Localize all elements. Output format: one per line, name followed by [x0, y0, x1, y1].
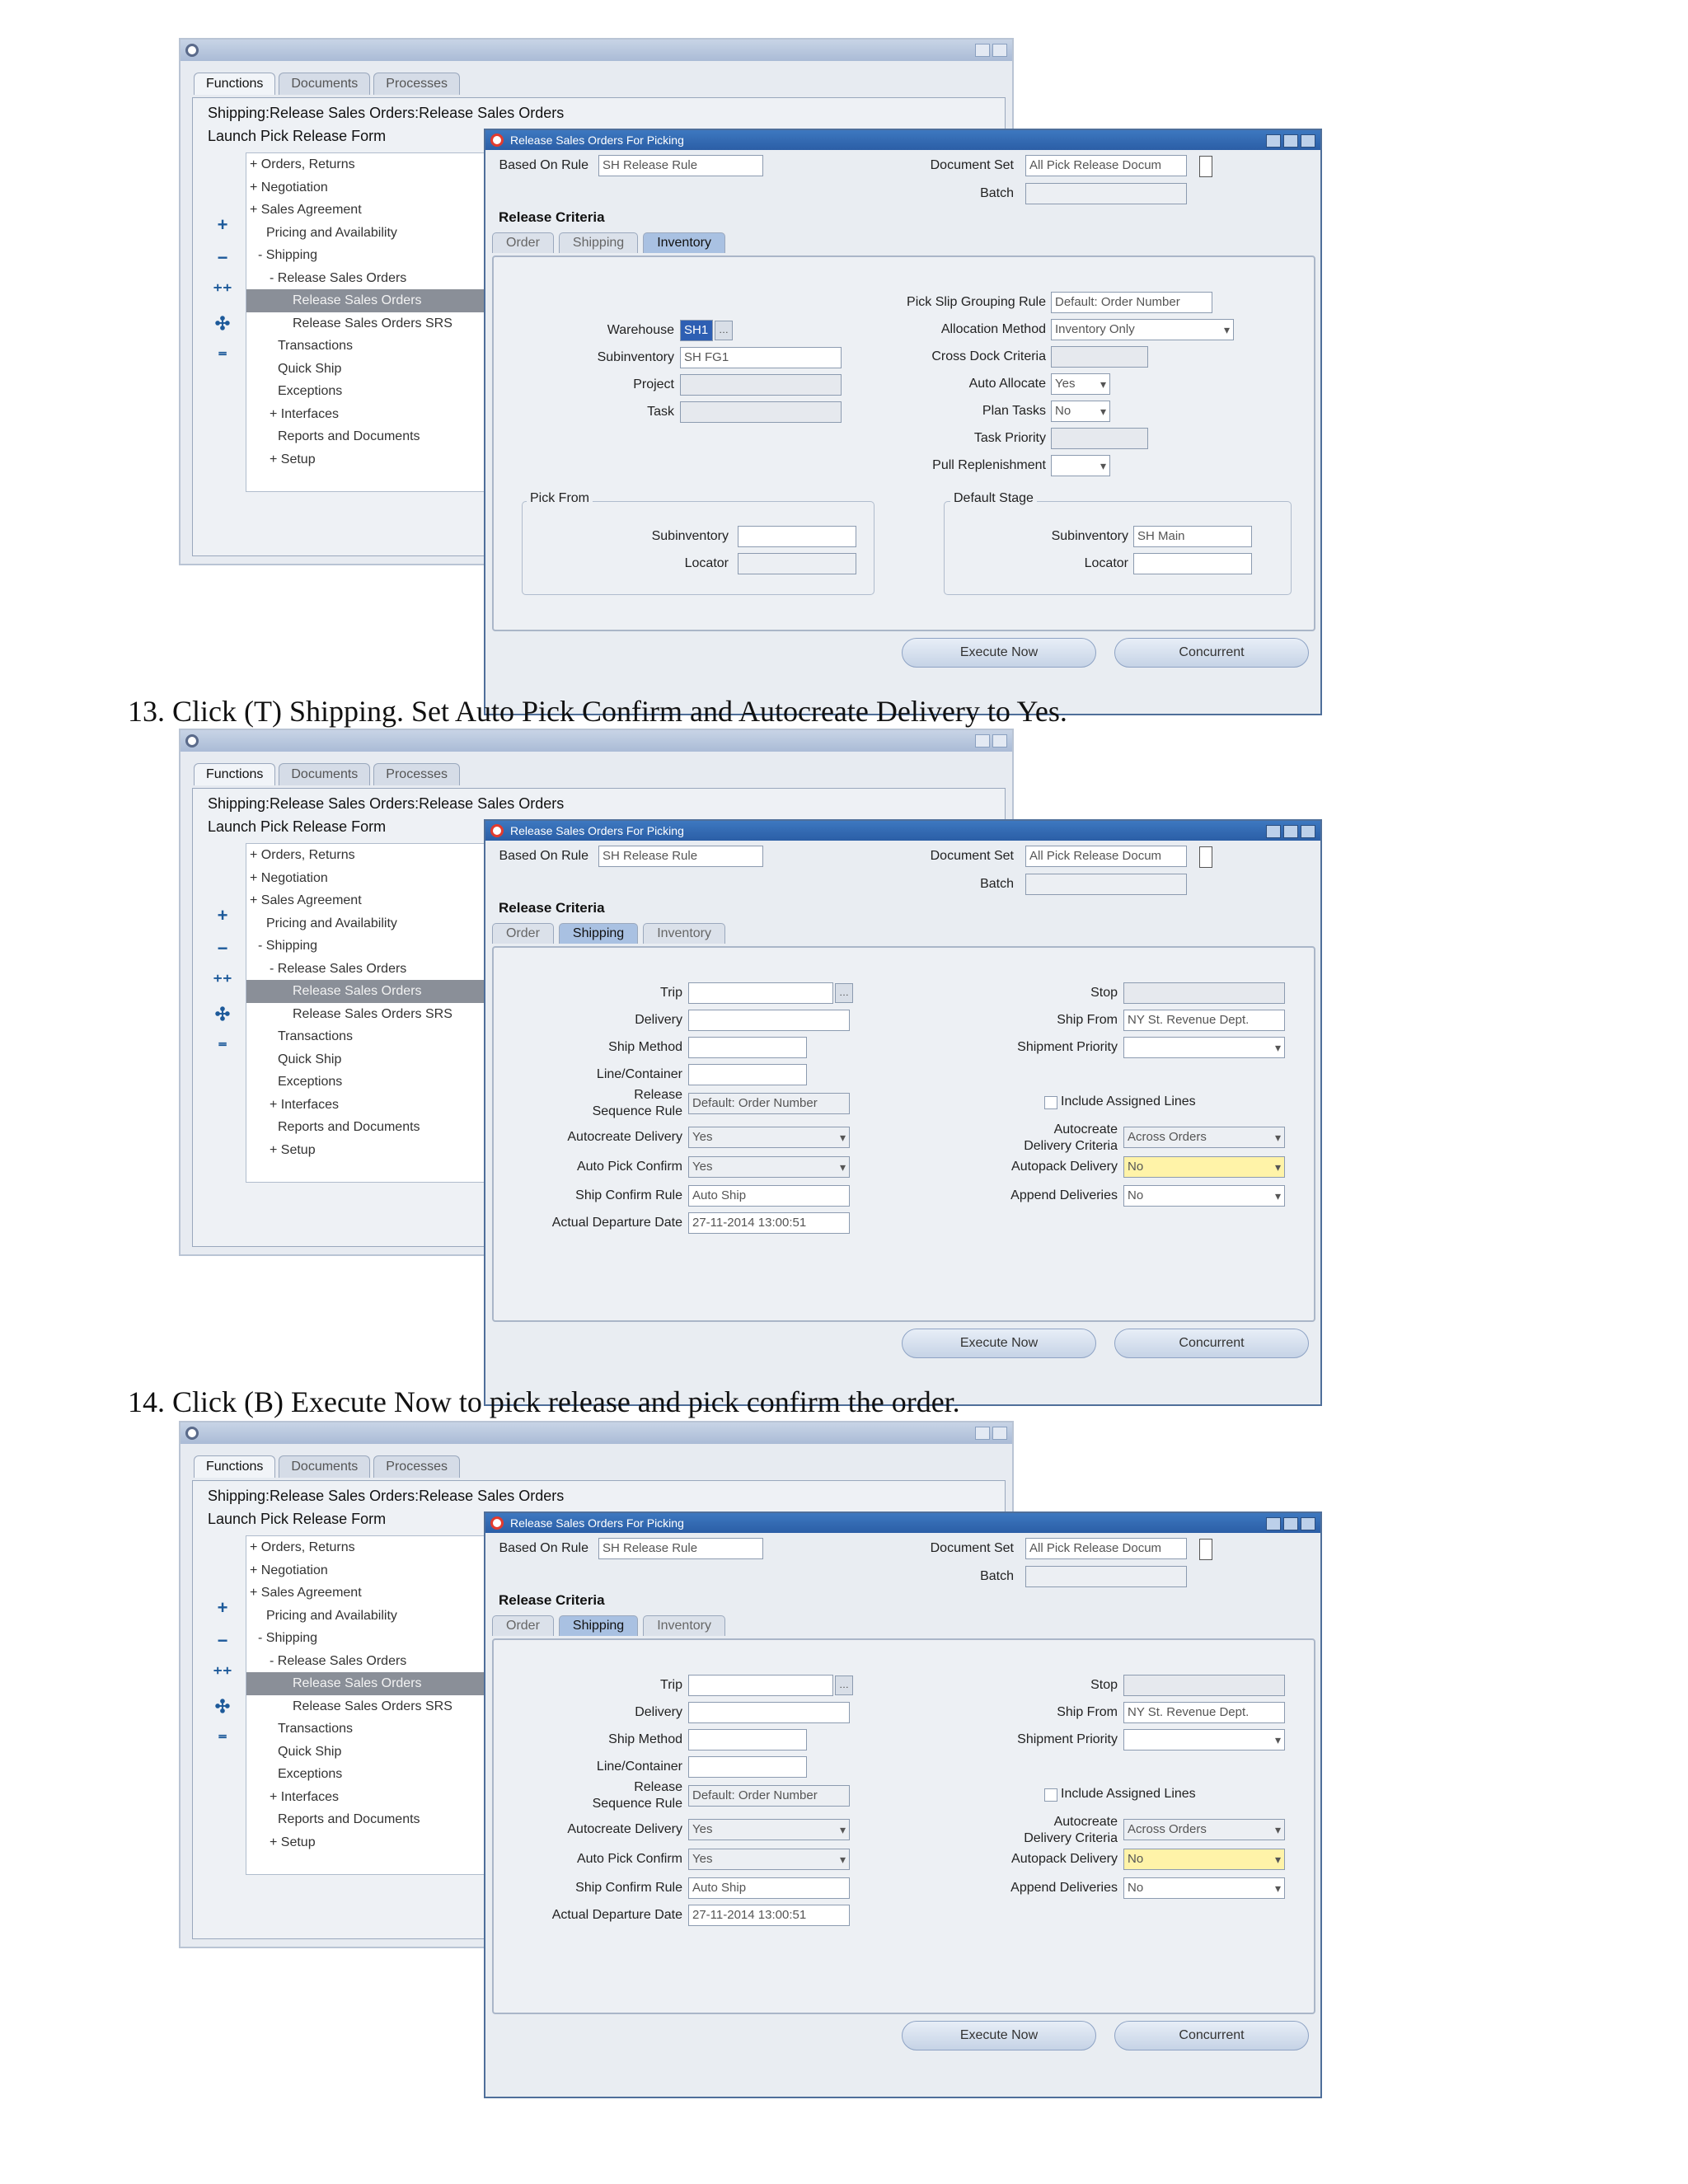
tree-item[interactable]: Transactions: [278, 1722, 353, 1736]
release-criteria-header: Release Criteria: [499, 900, 605, 916]
tab-shipping[interactable]: Shipping: [559, 232, 638, 253]
stop-field[interactable]: [1123, 982, 1285, 1004]
batch-label: Batch: [980, 877, 1014, 891]
concurrent-button[interactable]: Concurrent: [1114, 638, 1309, 668]
tree-item[interactable]: Quick Ship: [278, 1744, 342, 1759]
shipping-panel: [492, 1638, 1315, 2014]
inventory-panel: [492, 255, 1315, 631]
ship-method-field[interactable]: [688, 1729, 807, 1750]
ship-confirm-rule-label: Ship Confirm Rule: [575, 1881, 682, 1895]
task-field[interactable]: [680, 401, 842, 423]
breadcrumb: Shipping:Release Sales Orders:Release Sales Orders: [208, 1488, 565, 1504]
minimize-icon[interactable]: [975, 1427, 990, 1440]
tab-documents[interactable]: Documents: [279, 73, 370, 95]
tree-item[interactable]: + Negotiation: [250, 1563, 328, 1577]
shipment-priority-label: Shipment Priority: [1017, 1040, 1118, 1054]
execute-now-button[interactable]: Execute Now: [902, 2021, 1096, 2050]
pull-replenishment-select[interactable]: [1051, 455, 1110, 476]
oracle-logo-icon: [185, 44, 199, 57]
document-set-field[interactable]: All Pick Release Docum: [1025, 1538, 1187, 1559]
tab-processes[interactable]: Processes: [373, 1455, 460, 1478]
tab-functions[interactable]: Functions: [194, 763, 275, 785]
batch-field[interactable]: [1025, 874, 1187, 895]
breadcrumb: Shipping:Release Sales Orders:Release Sales Orders: [208, 795, 565, 812]
tree-item[interactable]: Transactions: [278, 1029, 353, 1043]
pick-from-subinventory-label: Subinventory: [651, 529, 729, 543]
launch-label: Launch Pick Release Form: [208, 128, 387, 144]
maximize-icon[interactable]: [1283, 134, 1298, 148]
tree-item[interactable]: + Orders, Returns: [250, 157, 355, 171]
trip-field[interactable]: [688, 982, 833, 1004]
tree-item[interactable]: + Setup: [270, 452, 316, 466]
autopack-delivery-select[interactable]: No ▾: [1123, 1849, 1285, 1870]
shipment-priority-select[interactable]: [1123, 1037, 1285, 1058]
pick-from-group: [522, 501, 874, 595]
tree-item[interactable]: + Orders, Returns: [250, 848, 355, 862]
append-deliveries-label: Append Deliveries: [1010, 1188, 1118, 1202]
autocreate-criteria-label-1: Autocreate: [1053, 1122, 1118, 1137]
close-icon[interactable]: [992, 734, 1007, 748]
tree-item[interactable]: Quick Ship: [278, 361, 342, 376]
default-stage-subinventory-field[interactable]: SH Main: [1133, 526, 1252, 547]
auto-pick-confirm-select[interactable]: Yes ▾: [688, 1156, 850, 1178]
append-deliveries-select[interactable]: No ▾: [1123, 1877, 1285, 1899]
tree-item[interactable]: - Shipping: [258, 248, 318, 262]
default-stage-locator-field[interactable]: [1133, 553, 1252, 574]
tree-item[interactable]: + Sales Agreement: [250, 203, 362, 217]
stop-field[interactable]: [1123, 1675, 1285, 1696]
trip-label: Trip: [660, 986, 682, 1000]
autocreate-criteria-select[interactable]: Across Orders ▾: [1123, 1819, 1285, 1840]
oracle-logo-icon: [185, 734, 199, 748]
autocreate-delivery-label: Autocreate Delivery: [567, 1130, 682, 1144]
collapse-all-icon[interactable]: ⁼: [218, 346, 227, 367]
document-set-label: Document Set: [930, 158, 1014, 172]
autocreate-delivery-select[interactable]: Yes ▾: [688, 1819, 850, 1840]
tab-documents[interactable]: Documents: [279, 763, 370, 785]
append-deliveries-select[interactable]: No ▾: [1123, 1185, 1285, 1207]
tree-item[interactable]: + Sales Agreement: [250, 1586, 362, 1600]
close-icon[interactable]: [1301, 134, 1315, 148]
batch-field[interactable]: [1025, 183, 1187, 204]
descriptive-flex-field[interactable]: [1199, 846, 1212, 868]
include-assigned-lines-label: Include Assigned Lines: [1061, 1787, 1196, 1801]
subinventory-field[interactable]: SH FG1: [680, 347, 842, 368]
oracle-logo-icon: [490, 824, 504, 837]
cross-dock-field[interactable]: [1051, 346, 1148, 368]
auto-pick-confirm-label: Auto Pick Confirm: [576, 1160, 682, 1174]
tree-item[interactable]: - Release Sales Orders: [270, 1653, 407, 1668]
line-container-label: Line/Container: [596, 1760, 682, 1774]
tree-item-selected[interactable]: Release Sales Orders: [246, 289, 494, 312]
execute-now-button[interactable]: Execute Now: [902, 1329, 1096, 1358]
document-set-field[interactable]: All Pick Release Docum: [1025, 846, 1187, 867]
default-stage-subinventory-label: Subinventory: [1051, 529, 1128, 543]
close-icon[interactable]: [1301, 825, 1315, 838]
tree-item[interactable]: + Interfaces: [270, 1097, 340, 1112]
tab-inventory[interactable]: Inventory: [643, 232, 725, 253]
ship-method-label: Ship Method: [608, 1040, 682, 1054]
tree-item[interactable]: Transactions: [278, 339, 353, 353]
lov-icon[interactable]: …: [715, 321, 733, 340]
actual-departure-field[interactable]: 27-11-2014 13:00:51: [688, 1905, 850, 1926]
release-criteria-header: Release Criteria: [499, 209, 605, 225]
minimize-icon[interactable]: [975, 734, 990, 748]
autocreate-delivery-label: Autocreate Delivery: [567, 1822, 682, 1836]
minimize-icon[interactable]: [1266, 134, 1281, 148]
tab-functions[interactable]: Functions: [194, 1455, 275, 1478]
trip-label: Trip: [660, 1678, 682, 1692]
shipment-priority-label: Shipment Priority: [1017, 1732, 1118, 1746]
ship-method-label: Ship Method: [608, 1732, 682, 1746]
release-window: [484, 1511, 1322, 2098]
ship-method-field[interactable]: [688, 1037, 807, 1058]
autocreate-criteria-select[interactable]: Across Orders ▾: [1123, 1127, 1285, 1148]
plan-tasks-label: Plan Tasks: [982, 404, 1046, 418]
tree-item[interactable]: Exceptions: [278, 1075, 343, 1089]
line-container-field[interactable]: [688, 1064, 807, 1085]
tree-item[interactable]: + Interfaces: [270, 406, 340, 421]
include-assigned-lines-checkbox[interactable]: [1044, 1788, 1057, 1802]
tree-item[interactable]: Release Sales Orders SRS: [293, 1006, 452, 1021]
shipping-panel: [492, 946, 1315, 1322]
tab-inventory[interactable]: Inventory: [643, 923, 725, 944]
release-sequence-label-1: Release: [634, 1780, 682, 1794]
trip-field[interactable]: [688, 1675, 833, 1696]
auto-pick-confirm-select[interactable]: Yes ▾: [688, 1849, 850, 1870]
expand-all-icon[interactable]: ⁺⁺: [213, 1663, 232, 1684]
warehouse-field[interactable]: SH1: [680, 320, 713, 341]
expand-branch-icon[interactable]: ✣: [214, 1696, 231, 1717]
function-tree: [246, 843, 495, 1183]
allocation-method-label: Allocation Method: [940, 322, 1046, 336]
release-window: [484, 819, 1322, 1406]
function-tree: [246, 1535, 495, 1875]
expand-branch-icon[interactable]: ✣: [214, 1004, 231, 1024]
include-assigned-lines-checkbox[interactable]: [1044, 1096, 1057, 1109]
lov-icon[interactable]: …: [835, 983, 853, 1003]
pick-from-locator-field[interactable]: [738, 553, 856, 574]
subinventory-label: Subinventory: [597, 350, 674, 364]
ship-confirm-rule-field[interactable]: Auto Ship: [688, 1185, 850, 1207]
stop-label: Stop: [1090, 986, 1118, 1000]
cross-dock-label: Cross Dock Criteria: [931, 349, 1046, 363]
based-on-rule-label: Based On Rule: [499, 849, 588, 863]
tree-item-selected[interactable]: Release Sales Orders: [246, 980, 494, 1003]
expand-icon[interactable]: +: [217, 1597, 228, 1618]
tree-item[interactable]: + Setup: [270, 1142, 316, 1157]
release-title-bar: [485, 130, 1320, 150]
tree-item[interactable]: + Negotiation: [250, 870, 328, 885]
tree-item[interactable]: Pricing and Availability: [266, 225, 397, 240]
pick-from-locator-label: Locator: [684, 556, 729, 570]
autopack-delivery-label: Autopack Delivery: [1011, 1160, 1118, 1174]
based-on-rule-field[interactable]: SH Release Rule: [598, 155, 763, 176]
default-stage-group: [944, 501, 1292, 595]
autocreate-criteria-label-1: Autocreate: [1053, 1815, 1118, 1829]
screenshot-execute-now: [179, 1421, 1322, 2098]
line-container-field[interactable]: [688, 1756, 807, 1778]
document-set-label: Document Set: [930, 1541, 1014, 1555]
close-icon[interactable]: [992, 1427, 1007, 1440]
navigator-title-bar: [181, 1422, 1012, 1444]
screenshot-shipping-tab: [179, 729, 1322, 1406]
tree-item[interactable]: + Setup: [270, 1835, 316, 1849]
collapse-icon[interactable]: −: [217, 247, 228, 268]
ship-from-label: Ship From: [1057, 1705, 1118, 1719]
task-priority-field[interactable]: [1051, 428, 1148, 449]
step-13-instruction: 13. Click (T) Shipping. Set Auto Pick Confirm and Autocreate Delivery to Yes.: [128, 695, 1067, 728]
collapse-icon[interactable]: −: [217, 938, 228, 958]
oracle-logo-icon: [185, 1427, 199, 1440]
document-set-field[interactable]: All Pick Release Docum: [1025, 155, 1187, 176]
tab-order[interactable]: Order: [492, 1615, 554, 1636]
ship-from-field[interactable]: NY St. Revenue Dept.: [1123, 1702, 1285, 1723]
shipment-priority-select[interactable]: [1123, 1729, 1285, 1750]
release-window-title: Release Sales Orders For Picking: [510, 1516, 684, 1530]
actual-departure-field[interactable]: 27-11-2014 13:00:51: [688, 1212, 850, 1234]
tree-item[interactable]: + Orders, Returns: [250, 1540, 355, 1554]
release-criteria-header: Release Criteria: [499, 1592, 605, 1608]
delivery-label: Delivery: [635, 1705, 682, 1719]
descriptive-flex-field[interactable]: [1199, 156, 1212, 177]
tree-item-selected[interactable]: Release Sales Orders: [246, 1672, 494, 1695]
batch-label: Batch: [980, 1569, 1014, 1583]
append-deliveries-label: Append Deliveries: [1010, 1881, 1118, 1895]
line-container-label: Line/Container: [596, 1067, 682, 1081]
breadcrumb: Shipping:Release Sales Orders:Release Sales Orders: [208, 105, 565, 121]
tree-item[interactable]: - Release Sales Orders: [270, 961, 407, 976]
lov-icon[interactable]: …: [835, 1675, 853, 1695]
tree-item[interactable]: Exceptions: [278, 1767, 343, 1781]
tab-processes[interactable]: Processes: [373, 73, 460, 95]
minimize-icon[interactable]: [1266, 825, 1281, 838]
concurrent-button[interactable]: Concurrent: [1114, 2021, 1309, 2050]
release-sequence-field[interactable]: Default: Order Number: [688, 1093, 850, 1114]
ship-from-field[interactable]: NY St. Revenue Dept.: [1123, 1010, 1285, 1031]
close-icon[interactable]: [992, 44, 1007, 57]
autocreate-criteria-label-2: Delivery Criteria: [1024, 1139, 1118, 1153]
expand-all-icon[interactable]: ⁺⁺: [213, 971, 232, 991]
auto-allocate-select[interactable]: Yes ▾: [1051, 373, 1110, 395]
autopack-delivery-select[interactable]: No ▾: [1123, 1156, 1285, 1178]
tree-item[interactable]: + Negotiation: [250, 180, 328, 194]
release-sequence-label-2: Sequence Rule: [592, 1104, 682, 1118]
maximize-icon[interactable]: [1283, 825, 1298, 838]
step-14-instruction: 14. Click (B) Execute Now to pick release and pick confirm the order.: [128, 1385, 960, 1418]
release-window-title: Release Sales Orders For Picking: [510, 134, 684, 147]
execute-now-button[interactable]: Execute Now: [902, 638, 1096, 668]
pick-slip-grouping-label: Pick Slip Grouping Rule: [907, 295, 1046, 309]
default-stage-title: Default Stage: [950, 491, 1037, 506]
tree-item[interactable]: Release Sales Orders SRS: [293, 316, 452, 330]
allocation-method-select[interactable]: Inventory Only ▾: [1051, 319, 1234, 340]
based-on-rule-label: Based On Rule: [499, 1541, 588, 1555]
minimize-icon[interactable]: [1266, 1517, 1281, 1530]
autopack-delivery-label: Autopack Delivery: [1011, 1852, 1118, 1866]
tree-item[interactable]: Reports and Documents: [278, 1120, 420, 1134]
release-window: [484, 129, 1322, 715]
tab-order[interactable]: Order: [492, 923, 554, 944]
close-icon[interactable]: [1301, 1517, 1315, 1530]
concurrent-button[interactable]: Concurrent: [1114, 1329, 1309, 1358]
based-on-rule-field[interactable]: SH Release Rule: [598, 846, 763, 867]
navigator-title-bar: [181, 40, 1012, 61]
tree-item[interactable]: - Shipping: [258, 939, 318, 953]
batch-field[interactable]: [1025, 1566, 1187, 1587]
expand-icon[interactable]: +: [217, 905, 228, 926]
delivery-field[interactable]: [688, 1702, 850, 1723]
auto-pick-confirm-label: Auto Pick Confirm: [576, 1852, 682, 1866]
release-title-bar: [485, 1513, 1320, 1533]
delivery-field[interactable]: [688, 1010, 850, 1031]
ship-confirm-rule-field[interactable]: Auto Ship: [688, 1877, 850, 1899]
release-title-bar: [485, 821, 1320, 841]
release-sequence-field[interactable]: Default: Order Number: [688, 1785, 850, 1807]
tab-shipping[interactable]: Shipping: [559, 923, 638, 944]
pick-slip-grouping-field[interactable]: Default: Order Number: [1051, 292, 1212, 313]
expand-all-icon[interactable]: ⁺⁺: [213, 280, 232, 301]
minimize-icon[interactable]: [975, 44, 990, 57]
tree-item[interactable]: Release Sales Orders SRS: [293, 1699, 452, 1713]
release-window-title: Release Sales Orders For Picking: [510, 824, 684, 837]
batch-label: Batch: [980, 186, 1014, 200]
maximize-icon[interactable]: [1283, 1517, 1298, 1530]
release-sequence-label-2: Sequence Rule: [592, 1797, 682, 1811]
tree-item[interactable]: Exceptions: [278, 384, 343, 398]
tree-item[interactable]: Reports and Documents: [278, 1812, 420, 1826]
actual-departure-label: Actual Departure Date: [551, 1908, 682, 1922]
expand-branch-icon[interactable]: ✣: [214, 313, 231, 334]
launch-label: Launch Pick Release Form: [208, 818, 387, 835]
plan-tasks-select[interactable]: No ▾: [1051, 401, 1110, 422]
pick-from-title: Pick From: [527, 491, 593, 506]
tab-inventory[interactable]: Inventory: [643, 1615, 725, 1636]
tab-documents[interactable]: Documents: [279, 1455, 370, 1478]
oracle-logo-icon: [490, 1516, 504, 1530]
tree-item[interactable]: Reports and Documents: [278, 429, 420, 443]
tree-item[interactable]: + Interfaces: [270, 1789, 340, 1804]
tab-order[interactable]: Order: [492, 232, 554, 253]
actual-departure-label: Actual Departure Date: [551, 1216, 682, 1230]
function-tree: [246, 152, 495, 492]
document-set-label: Document Set: [930, 849, 1014, 863]
collapse-all-icon[interactable]: ⁼: [218, 1729, 227, 1750]
project-label: Project: [633, 377, 674, 391]
expand-icon[interactable]: +: [217, 214, 228, 235]
based-on-rule-field[interactable]: SH Release Rule: [598, 1538, 763, 1559]
tree-item[interactable]: Pricing and Availability: [266, 1608, 397, 1623]
tree-item[interactable]: - Release Sales Orders: [270, 270, 407, 285]
tab-processes[interactable]: Processes: [373, 763, 460, 785]
task-priority-label: Task Priority: [973, 431, 1046, 445]
autocreate-delivery-select[interactable]: Yes ▾: [688, 1127, 850, 1148]
tab-shipping[interactable]: Shipping: [559, 1615, 638, 1636]
based-on-rule-label: Based On Rule: [499, 158, 588, 172]
task-label: Task: [647, 405, 674, 419]
autocreate-criteria-label-2: Delivery Criteria: [1024, 1831, 1118, 1845]
project-field[interactable]: [680, 374, 842, 396]
tree-item[interactable]: Pricing and Availability: [266, 916, 397, 930]
warehouse-label: Warehouse: [607, 323, 674, 337]
pull-replenishment-label: Pull Replenishment: [932, 458, 1046, 472]
ship-confirm-rule-label: Ship Confirm Rule: [575, 1188, 682, 1202]
collapse-all-icon[interactable]: ⁼: [218, 1037, 227, 1057]
delivery-label: Delivery: [635, 1013, 682, 1027]
tree-item[interactable]: - Shipping: [258, 1631, 318, 1645]
stop-label: Stop: [1090, 1678, 1118, 1692]
ship-from-label: Ship From: [1057, 1013, 1118, 1027]
include-assigned-lines-label: Include Assigned Lines: [1061, 1094, 1196, 1108]
pick-from-subinventory-field[interactable]: [738, 526, 856, 547]
tree-item[interactable]: Quick Ship: [278, 1052, 342, 1066]
release-sequence-label-1: Release: [634, 1088, 682, 1102]
oracle-logo-icon: [490, 134, 504, 147]
launch-label: Launch Pick Release Form: [208, 1511, 387, 1527]
tree-item[interactable]: + Sales Agreement: [250, 893, 362, 907]
descriptive-flex-field[interactable]: [1199, 1539, 1212, 1560]
collapse-icon[interactable]: −: [217, 1630, 228, 1651]
default-stage-locator-label: Locator: [1084, 556, 1128, 570]
navigator-title-bar: [181, 730, 1012, 752]
screenshot-inventory-tab: [179, 38, 1322, 715]
auto-allocate-label: Auto Allocate: [968, 377, 1046, 391]
tab-functions[interactable]: Functions: [194, 73, 275, 95]
